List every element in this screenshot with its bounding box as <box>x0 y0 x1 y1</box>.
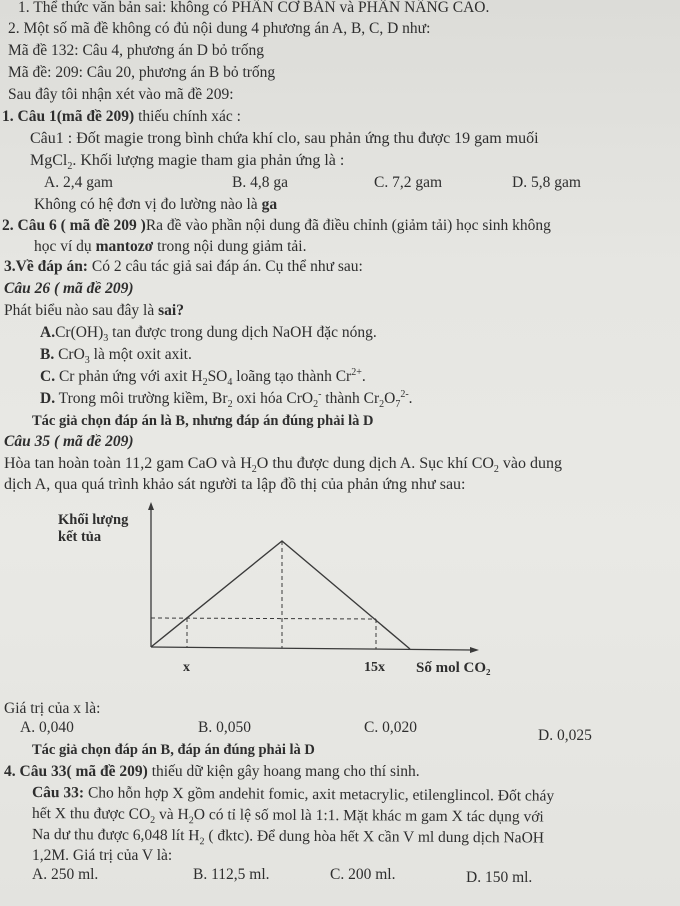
q35-heading: Câu 35 ( mã đề 209) <box>4 433 134 450</box>
note-line-2: 2. Một số mã đề không có đủ nội dung 4 phương án A, B, C, D như: <box>8 20 431 37</box>
q1-option-d: D. 5,8 gam <box>512 174 581 191</box>
x-tick-15x: 15x <box>364 660 385 675</box>
q26-d-label: D. <box>40 390 56 407</box>
q35-prompt: Giá trị của x là: <box>4 700 101 717</box>
x-axis-label: Số mol CO₂ <box>416 660 491 676</box>
section-3-title-rest: Có 2 câu tác giả sai đáp án. Cụ thể như sau: <box>87 258 363 275</box>
q26-option-b <box>40 346 192 367</box>
q33-line-1 <box>32 784 554 806</box>
y-axis-arrow-icon <box>148 502 154 510</box>
q26-b-label: B. <box>40 346 55 363</box>
section-2-heading <box>2 217 551 235</box>
q26-c-mid: SO <box>207 368 228 385</box>
q26-d-post: . <box>408 390 413 407</box>
note-line-4: Mã đề: 209: Câu 20, phương án B bỏ trống <box>8 64 276 81</box>
q33-l2-sub2: 2 <box>188 815 194 827</box>
q26-a-formula: Cr(OH) <box>55 324 104 341</box>
q33-l3-post: ( đktc). Để dung hòa hết X cần V ml dung dịch NaOH <box>204 827 545 847</box>
q1-line-2 <box>30 152 345 173</box>
q1-line-1: Câu1 : Đốt magie trong bình chứa khí clo, sau phản ứng thu được 19 gam muối <box>30 130 539 147</box>
q26-verdict: Tác giả chọn đáp án là B, nhưng đáp án đúng phải là D <box>32 413 374 429</box>
q35-l1-pre: Hòa tan hoàn toàn 11,2 gam CaO và H <box>4 455 252 472</box>
q26-prompt <box>4 302 184 320</box>
q35-line-2: dịch A, qua quá trình khảo sát người ta lập đồ thị của phản ứng như sau: <box>4 476 466 493</box>
q26-d-sub4: 7 <box>395 399 401 411</box>
section-4-heading <box>4 763 420 781</box>
s2-bold: mantozơ <box>95 238 154 255</box>
note-line-5: Sau đây tôi nhận xét vào mã đề 209: <box>8 86 234 103</box>
q1-option-c: C. 7,2 gam <box>374 174 443 191</box>
note-line-1: 1. Thể thức văn bản sai: không có PHẦN CƠ BẢN và PHẦN NÂNG CAO. <box>18 0 490 16</box>
q1-note-text: Không có hệ đơn vị đo lường nào là <box>34 196 262 213</box>
q33-label: Câu 33: <box>31 784 85 802</box>
q33-option-a: A. 250 ml. <box>32 866 99 883</box>
s2-pre: học ví dụ <box>34 238 96 255</box>
section-3-title: 3.Về đáp án: <box>4 258 88 275</box>
q35-option-d: D. 0,025 <box>538 727 592 744</box>
x-axis <box>151 647 472 650</box>
q26-option-a <box>40 324 377 345</box>
section-4-title: 4. Câu 33( mã đề 209) <box>4 763 148 780</box>
q33-line-3 <box>32 826 544 848</box>
q26-d-sup1: - <box>318 388 322 400</box>
s2-post: trong nội dung giảm tải. <box>153 238 307 255</box>
q26-c-pre: Cr phản ứng với axit H <box>55 368 203 385</box>
q26-b-sub: 3 <box>84 355 90 367</box>
q33-l3-pre: Na dư thu được 6,048 lít H <box>31 826 200 845</box>
q26-b-text: là một oxit axit. <box>89 346 192 363</box>
q33-l2-mid: và H <box>155 805 189 824</box>
y-axis-label: Khối lượng kết tủa <box>58 512 129 545</box>
q26-d-pre: Trong môi trường kiềm, Br <box>55 390 228 407</box>
q1-line-2-rest: . Khối lượng magie tham gia phản ứng là : <box>72 152 345 169</box>
q33-l2-post: O có tỉ lệ số mol là 1:1. Mặt khác m gam X tác dụng với <box>193 806 544 826</box>
q26-d-mid2: thành Cr <box>321 390 380 407</box>
q35-option-b: B. 0,050 <box>198 719 251 736</box>
q26-d-sub3: 2 <box>379 399 385 411</box>
q33-l3-sub: 2 <box>199 836 205 848</box>
section-1-title-rest: thiếu chính xác : <box>134 108 241 125</box>
q33-line-4: 1,2M. Giá trị của V là: <box>32 847 173 864</box>
q33-line-2 <box>32 805 544 827</box>
q26-c-sub2: 4 <box>227 377 233 389</box>
q26-d-mid: oxi hóa CrO <box>232 390 314 407</box>
q26-c-sub1: 2 <box>202 377 208 389</box>
q35-option-c: C. 0,020 <box>364 719 417 736</box>
q33-option-c: C. 200 ml. <box>330 866 396 883</box>
q26-d-sup2: 2- <box>400 388 409 400</box>
section-2-title-rest: Ra đề vào phần nội dung đã điều chỉnh (giảm tải) học sinh không <box>145 217 551 234</box>
q35-l1-sub: 2 <box>251 464 257 476</box>
q33-option-d: D. 150 ml. <box>466 869 533 886</box>
section-1-title: 1. Câu 1(mã đề 209) <box>2 108 135 125</box>
q26-c-post: . <box>361 368 366 385</box>
q26-heading: Câu 26 ( mã đề 209) <box>4 280 134 297</box>
q26-c-sup: 2+ <box>351 366 362 378</box>
q26-a-sub: 3 <box>103 333 109 345</box>
q26-c-label: C. <box>40 368 56 385</box>
q35-l1-sub2: 2 <box>493 464 499 476</box>
q33-l2-sub: 2 <box>150 814 156 826</box>
q26-d-sub2: 2 <box>313 399 319 411</box>
q33-l2-pre: hết X thu được CO <box>31 805 151 823</box>
q26-b-formula: CrO <box>54 346 85 363</box>
q26-a-label: A. <box>40 324 56 341</box>
q26-d-sub1: 2 <box>227 399 233 411</box>
x-axis-arrow-icon <box>470 647 479 653</box>
q1-note <box>34 196 277 214</box>
q1-option-a: A. 2,4 gam <box>44 174 113 191</box>
q26-d-mid3: O <box>384 390 396 407</box>
section-3-heading <box>4 258 363 276</box>
q35-verdict: Tác giả chọn đáp án B, đáp án đúng phải là D <box>32 742 315 758</box>
q1-formula: MgCl <box>30 152 68 169</box>
section-2-line-2 <box>34 238 306 256</box>
q1-sub: 2 <box>67 161 73 173</box>
q1-note-bold: ga <box>261 196 278 213</box>
q35-line-1 <box>4 455 563 476</box>
q26-c-mid2: loãng tạo thành Cr <box>232 368 352 385</box>
x-tick-x: x <box>183 660 190 675</box>
section-2-title: 2. Câu 6 ( mã đề 209 ) <box>2 217 146 234</box>
q33-option-b: B. 112,5 ml. <box>193 866 270 883</box>
q35-l1-post: vào dung <box>498 455 563 472</box>
q26-option-c <box>40 366 366 389</box>
q26-prompt-bold: sai? <box>158 302 184 319</box>
q35-l1-mid: O thu được dung dịch A. Sục khí CO <box>256 455 494 472</box>
q1-option-b: B. 4,8 ga <box>232 174 288 191</box>
q35-option-a: A. 0,040 <box>20 719 74 736</box>
precipitate-curve <box>151 541 410 649</box>
q26-a-text: tan được trong dung dịch NaOH đặc nóng. <box>108 324 377 341</box>
q33-line-1-text: Cho hỗn hợp X gồm andehit fomic, axit metacrylic, etilenglincol. Đốt cháy <box>84 784 555 805</box>
section-4-title-rest: thiếu dữ kiện gây hoang mang cho thí sinh. <box>147 763 420 780</box>
section-1-heading <box>2 108 241 126</box>
q26-prompt-text: Phát biểu nào sau đây là <box>4 302 159 319</box>
precipitate-chart <box>0 495 680 695</box>
dashed-guides <box>151 541 376 649</box>
note-line-3: Mã đề 132: Câu 4, phương án D bỏ trống <box>8 42 264 59</box>
q26-option-d <box>40 388 413 411</box>
